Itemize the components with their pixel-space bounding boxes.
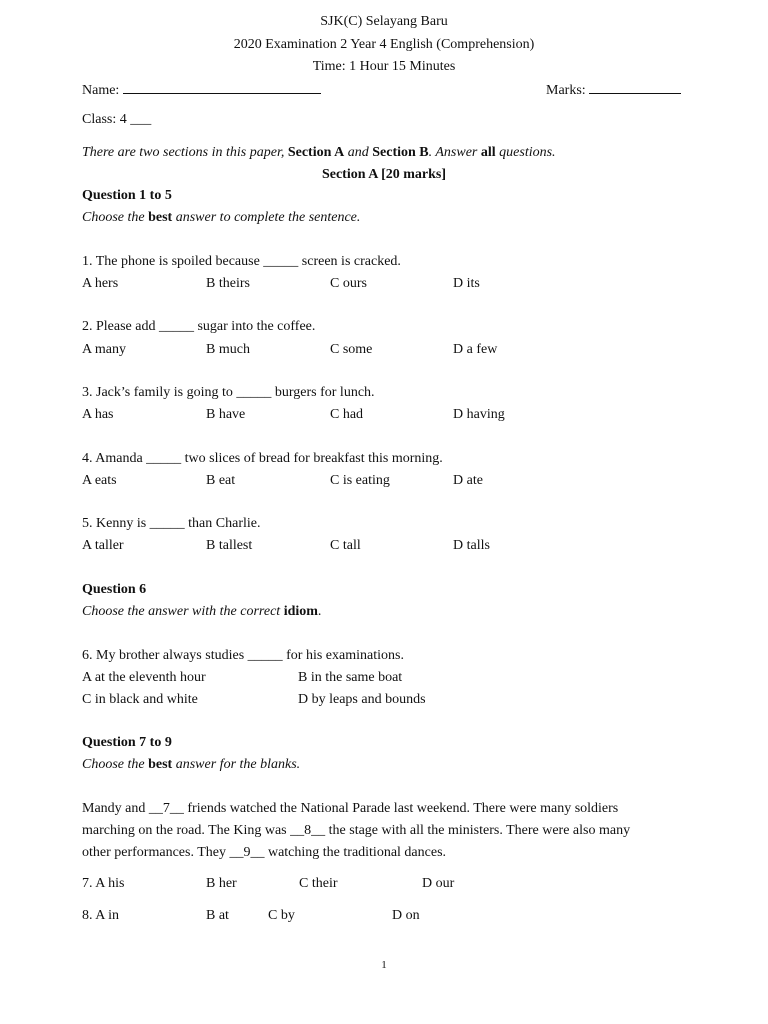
name-label: Name:	[82, 83, 120, 98]
q7to9-instruction	[82, 756, 300, 774]
q6-instr-pre: Choose the answer with the correct	[82, 604, 281, 619]
q1-option-c: C ours	[330, 276, 367, 291]
q2-option-c: C some	[330, 342, 373, 357]
q8-option-c: C by	[268, 908, 295, 923]
q7-option-c: C their	[299, 876, 338, 891]
q6-option-b: B in the same boat	[298, 670, 403, 685]
marks-label: Marks:	[546, 83, 586, 98]
q5-option-c: C tall	[330, 538, 361, 553]
intro-text	[82, 144, 556, 162]
section-a-title: Section A [20 marks]	[321, 167, 447, 182]
passage-2a: marching on the road. The King was	[82, 823, 287, 838]
q4-option-d: D ate	[453, 473, 483, 488]
q6-option-a: A at the eleventh hour	[82, 670, 206, 685]
marks-field	[546, 80, 681, 100]
name-field	[82, 80, 321, 100]
q3-option-b: B have	[206, 407, 246, 422]
class-field	[82, 111, 151, 129]
q2-option-b: B much	[206, 342, 250, 357]
page-number: 1	[381, 959, 387, 971]
name-blank	[123, 80, 321, 94]
q3-option-a: A has	[82, 407, 114, 422]
q1-option-a: A hers	[82, 276, 119, 291]
q1to5-instruction	[82, 209, 360, 227]
q4-option-a: A eats	[82, 473, 117, 488]
intro-section-b: Section B	[372, 145, 429, 160]
q7-option-a: 7. A his	[82, 876, 125, 891]
q7to9-instr-bold: best	[148, 757, 173, 772]
q1to5-instr-post: answer to complete the sentence.	[175, 210, 361, 225]
q6-instr-bold: idiom	[283, 604, 318, 619]
marks-blank	[589, 80, 681, 94]
q6-title: Question 6	[82, 582, 147, 597]
q6-option-d: D by leaps and bounds	[298, 692, 426, 707]
exam-title: 2020 Examination 2 Year 4 English (Comprehension)	[233, 37, 535, 52]
q6-instruction	[82, 603, 321, 621]
blank-8: __8__	[290, 823, 326, 838]
q8-option-d: D on	[392, 908, 420, 923]
question-5: 5. Kenny is _____ than Charlie.	[82, 516, 261, 531]
intro-all: all	[480, 145, 496, 160]
q2-option-d: D a few	[453, 342, 498, 357]
q4-option-b: B eat	[206, 473, 236, 488]
q8-option-b: B at	[206, 908, 229, 923]
q5-option-b: B tallest	[206, 538, 253, 553]
q7to9-title: Question 7 to 9	[82, 735, 172, 750]
passage-1a: Mandy and	[82, 801, 146, 816]
intro-section-a: Section A	[287, 145, 345, 160]
intro-part1: There are two sections in this paper,	[82, 145, 285, 160]
school-name: SJK(C) Selayang Baru	[320, 14, 448, 29]
q5-option-a: A taller	[82, 538, 124, 553]
q1to5-instr-bold: best	[148, 210, 173, 225]
passage-line-1	[82, 800, 618, 818]
intro-questions: questions.	[499, 145, 556, 160]
q1-option-d: D its	[453, 276, 480, 291]
intro-answer: . Answer	[428, 145, 478, 160]
q1to5-title: Question 1 to 5	[82, 188, 172, 203]
q6-option-c: C in black and white	[82, 692, 198, 707]
intro-and: and	[347, 145, 369, 160]
question-4: 4. Amanda _____ two slices of bread for breakfast this morning.	[82, 451, 443, 466]
q7to9-instr-post: answer for the blanks.	[175, 757, 301, 772]
q3-option-c: C had	[330, 407, 364, 422]
class-label: Class: 4	[82, 112, 127, 127]
passage-1b: friends watched the National Parade last weekend. There were many soldiers	[187, 801, 619, 816]
question-6: 6. My brother always studies _____ for his examinations.	[82, 648, 404, 663]
q7-option-b: B her	[206, 876, 237, 891]
passage-line-3	[82, 844, 446, 862]
q8-option-a: 8. A in	[82, 908, 119, 923]
class-blank: ___	[130, 112, 152, 127]
q1to5-instr-pre: Choose the	[82, 210, 145, 225]
question-1: 1. The phone is spoiled because _____ screen is cracked.	[82, 254, 401, 269]
q2-option-a: A many	[82, 342, 126, 357]
passage-3b: watching the traditional dances.	[267, 845, 447, 860]
blank-9: __9__	[229, 845, 265, 860]
blank-7: __7__	[148, 801, 184, 816]
passage-line-2	[82, 822, 630, 840]
passage-2b: the stage with all the ministers. There were also many	[328, 823, 631, 838]
q7to9-instr-pre: Choose the	[82, 757, 145, 772]
q5-option-d: D talls	[453, 538, 490, 553]
q7-option-d: D our	[422, 876, 455, 891]
passage-3a: other performances. They	[82, 845, 226, 860]
question-3: 3. Jack’s family is going to _____ burgers for lunch.	[82, 385, 375, 400]
exam-time: Time: 1 Hour 15 Minutes	[312, 59, 456, 74]
q6-instr-post: .	[317, 604, 322, 619]
q4-option-c: C is eating	[330, 473, 390, 488]
q3-option-d: D having	[453, 407, 505, 422]
q1-option-b: B theirs	[206, 276, 250, 291]
question-2: 2. Please add _____ sugar into the coffee.	[82, 319, 316, 334]
